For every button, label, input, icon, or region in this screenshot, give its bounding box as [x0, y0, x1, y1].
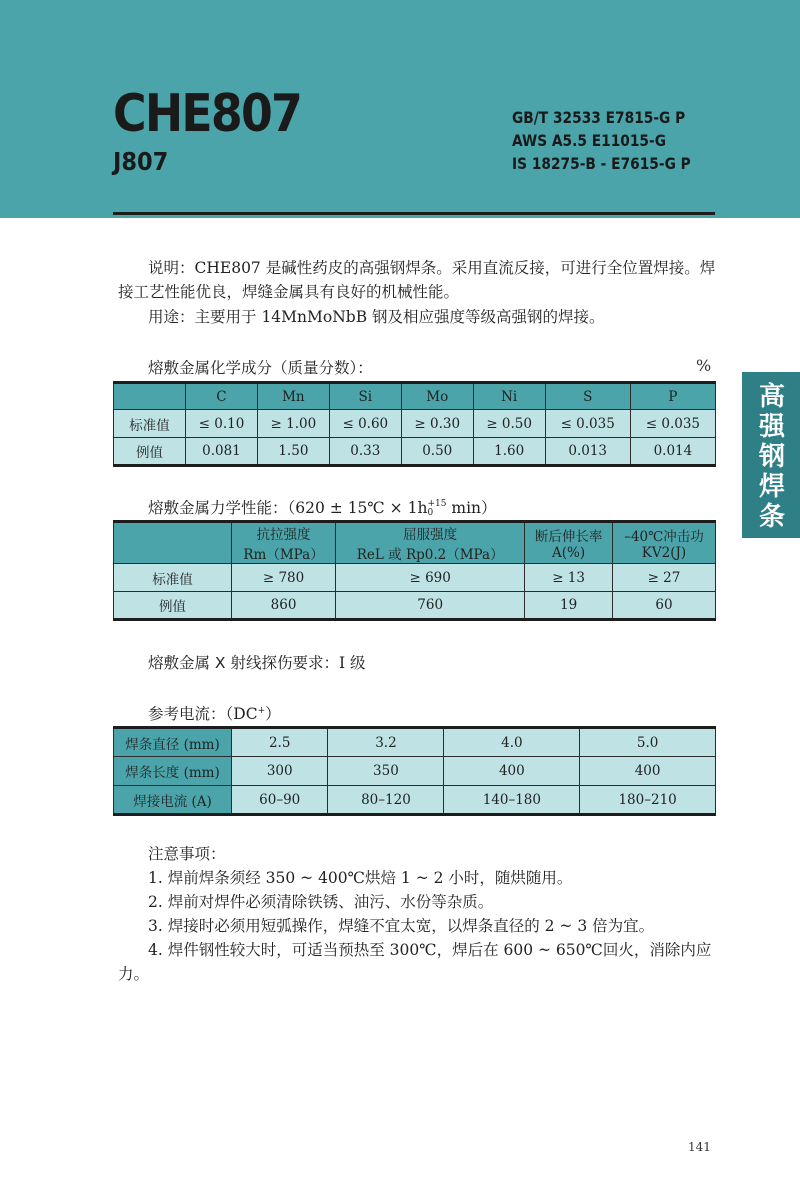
description-paragraph	[118, 256, 716, 304]
table-cell: 1.60	[473, 438, 545, 466]
row-label: 例值	[114, 592, 232, 620]
table-row	[114, 410, 716, 438]
table-cell: 4.0	[444, 728, 580, 757]
table-cell: 350	[328, 757, 444, 786]
chemical-header-cell	[114, 383, 186, 410]
table-cell: 60–90	[232, 786, 328, 815]
table-row	[114, 757, 716, 786]
table-cell: 0.50	[401, 438, 473, 466]
mechanical-header-cell: 抗拉强度 Rm（MPa）	[232, 522, 336, 564]
chemical-header-cell: Mo	[401, 383, 473, 410]
table-cell: ≥ 0.30	[401, 410, 473, 438]
chemical-header-cell: P	[630, 383, 715, 410]
chemical-header-cell: Ni	[473, 383, 545, 410]
table-cell: ≥ 690	[336, 564, 525, 592]
table-row	[114, 592, 716, 620]
table-cell: 180–210	[580, 786, 716, 815]
table-cell: ≤ 0.10	[186, 410, 258, 438]
table-cell: ≥ 1.00	[257, 410, 329, 438]
note-item: 2. 焊前对焊件必须清除铁锈、油污、水份等杂质。	[148, 893, 494, 911]
current-table	[113, 726, 716, 816]
table-cell: 760	[336, 592, 525, 620]
header-divider	[113, 212, 715, 215]
note-item: 4. 焊件钢性较大时，可适当预热至 300℃，焊后在 600 ~ 650℃回火，消除内应力。	[118, 941, 712, 983]
mechanical-table	[113, 520, 716, 621]
mechanical-header-cell: –40℃冲击功 KV2(J)	[612, 522, 715, 564]
notes-title: 注意事项：	[148, 845, 226, 863]
table-cell: 140–180	[444, 786, 580, 815]
product-title: CHE807	[113, 84, 302, 144]
usage-label: 用途：	[148, 308, 195, 326]
note-item: 1. 焊前焊条须经 350 ~ 400℃烘焙 1 ~ 2 小时，随烘随用。	[148, 869, 573, 887]
table-cell: 2.5	[232, 728, 328, 757]
table-cell: ≤ 0.60	[329, 410, 401, 438]
standards-list	[512, 106, 691, 175]
usage-text: 主要用于 14MnMoNbB 钢及相应强度等级高强钢的焊接。	[194, 308, 605, 326]
row-label: 焊接电流 (A)	[114, 786, 232, 815]
mechanical-header-cell: 断后伸长率 A(%)	[525, 522, 613, 564]
table-cell: ≥ 0.50	[473, 410, 545, 438]
product-subtitle: J807	[113, 147, 169, 176]
table-cell: ≥ 780	[232, 564, 336, 592]
condition-tolerance: +15 0	[427, 499, 447, 518]
usage-paragraph	[118, 305, 716, 329]
standard-aws: AWS A5.5 E11015-G	[512, 131, 667, 150]
chemical-header-cell: Mn	[257, 383, 329, 410]
table-row	[114, 438, 716, 466]
standard-gb: GB/T 32533 E7815-G P	[512, 108, 686, 127]
table-cell: 400	[444, 757, 580, 786]
description-label: 说明：	[148, 259, 195, 277]
table-row	[114, 728, 716, 757]
mechanical-header-cell: 屈服强度 ReL 或 Rp0.2（MPa）	[336, 522, 525, 564]
table-cell: 860	[232, 592, 336, 620]
side-category-label: 高强钢焊条	[758, 382, 785, 532]
table-row	[114, 786, 716, 815]
table-cell: ≤ 0.035	[545, 410, 630, 438]
chemical-table	[113, 381, 716, 467]
page-number: 141	[688, 1140, 711, 1154]
table-row	[114, 564, 716, 592]
table-cell: 0.33	[329, 438, 401, 466]
table-cell: 3.2	[328, 728, 444, 757]
mechanical-header-row	[114, 522, 716, 564]
chemical-unit: %	[696, 356, 712, 375]
table-cell: 5.0	[580, 728, 716, 757]
row-label: 焊条长度 (mm)	[114, 757, 232, 786]
table-cell: ≥ 27	[612, 564, 715, 592]
chemical-label: 熔敷金属化学成分（质量分数）：	[148, 359, 373, 377]
chemical-header-row	[114, 383, 716, 410]
chemical-header-cell: S	[545, 383, 630, 410]
row-label: 焊条直径 (mm)	[114, 728, 232, 757]
table-cell: 60	[612, 592, 715, 620]
mechanical-label: 熔敷金属力学性能：（620 ± 15℃ × 1h +15 0 min）	[148, 499, 497, 518]
note-item: 3. 焊接时必须用短弧操作，焊缝不宜太宽，以焊条直径的 2 ~ 3 倍为宜。	[148, 917, 655, 935]
table-cell: 1.50	[257, 438, 329, 466]
notes-section	[118, 842, 718, 986]
table-cell: 80–120	[328, 786, 444, 815]
row-label: 标准值	[114, 564, 232, 592]
table-cell: 0.014	[630, 438, 715, 466]
mechanical-header-cell	[114, 522, 232, 564]
table-cell: 400	[580, 757, 716, 786]
table-cell: 19	[525, 592, 613, 620]
current-label: 参考电流：（DC+）	[148, 705, 281, 723]
chemical-header-cell: C	[186, 383, 258, 410]
chemical-header-cell: Si	[329, 383, 401, 410]
description-text: CHE807 是碱性药皮的高强钢焊条。采用直流反接，可进行全位置焊接。焊接工艺性能优良，焊缝金属具有良好的机械性能。	[118, 259, 716, 301]
row-label: 例值	[114, 438, 186, 466]
table-cell: 0.013	[545, 438, 630, 466]
table-cell: ≤ 0.035	[630, 410, 715, 438]
side-category-tab	[742, 372, 800, 538]
table-cell: 300	[232, 757, 328, 786]
standard-is: IS 18275-B - E7615-G P	[512, 154, 691, 173]
row-label: 标准值	[114, 410, 186, 438]
table-cell: ≥ 13	[525, 564, 613, 592]
table-cell: 0.081	[186, 438, 258, 466]
xray-requirement: 熔敷金属 X 射线探伤要求：I 级	[148, 654, 366, 672]
